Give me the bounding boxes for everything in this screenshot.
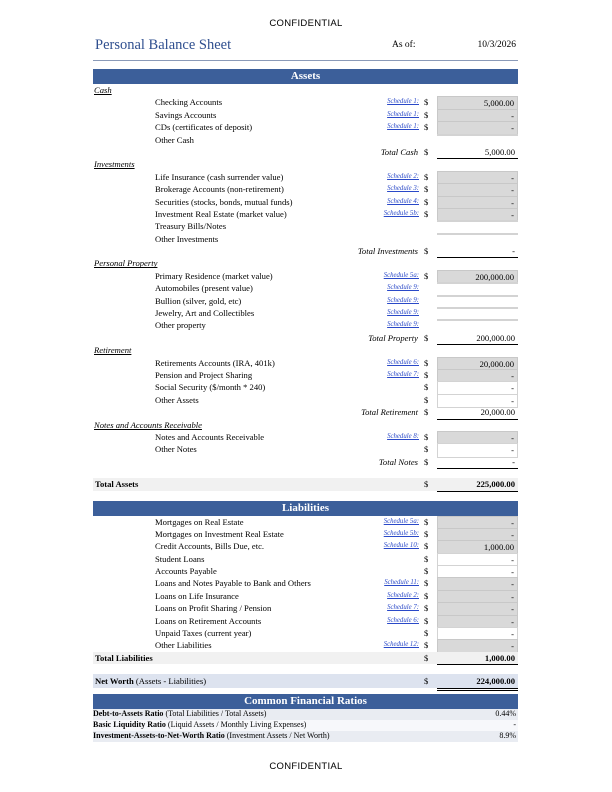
amount-field[interactable]: -: [437, 183, 518, 197]
asset-row-retirements-accounts-ira-401k: [93, 357, 518, 369]
category-label: Notes and Accounts Receivable: [94, 419, 202, 430]
assets-heading: Assets: [93, 69, 518, 84]
asset-row-life-insurance-cash-surrender-value: [93, 171, 518, 183]
schedule-link[interactable]: Schedule 12:: [383, 641, 419, 649]
asset-row-cds-certificates-of-deposit: [93, 121, 518, 133]
line-item-label: Mortgages on Investment Real Estate: [155, 528, 284, 539]
asset-row-treasury-bills-notes: [93, 220, 518, 232]
liability-row-other-liabilities: [93, 639, 518, 651]
schedule-link[interactable]: Schedule 9:: [387, 296, 419, 304]
schedule-link[interactable]: Schedule 9:: [387, 321, 419, 329]
subtotal-value: 20,000.00: [437, 406, 518, 419]
line-item-label: Accounts Payable: [155, 566, 217, 577]
liability-row-accounts-payable: [93, 565, 518, 577]
ratio-value: 0.44%: [495, 709, 516, 719]
line-item-label: Loans on Retirement Accounts: [155, 615, 262, 626]
total-assets-value: 225,000.00: [437, 478, 518, 491]
subtotal-value: 200,000.00: [437, 332, 518, 345]
currency-symbol: $: [424, 566, 429, 577]
confidential-footer: CONFIDENTIAL: [269, 761, 343, 772]
line-item-label: Jewelry, Art and Collectibles: [155, 308, 255, 319]
amount-field[interactable]: -: [437, 516, 518, 530]
category-retirement: [93, 344, 518, 356]
amount-field[interactable]: [437, 319, 518, 321]
asset-row-jewelry-art-and-collectibles: [93, 307, 518, 319]
subtotal-personal-property: [93, 332, 518, 344]
currency-symbol: $: [424, 184, 429, 195]
liability-row-loans-and-notes-payable-to-bank-and-others: [93, 577, 518, 589]
currency-symbol: $: [424, 431, 429, 442]
currency-symbol: $: [424, 208, 429, 219]
line-item-label: Bullion (silver, gold, etc): [155, 295, 242, 306]
line-item-label: Pension and Project Sharing: [155, 369, 253, 380]
subtotal-retirement: [93, 406, 518, 418]
ratio-name: Investment-Assets-to-Net-Worth Ratio: [93, 730, 225, 740]
subtotal-label: Total Property: [368, 332, 418, 343]
liability-row-student-loans: [93, 553, 518, 565]
liability-row-credit-accounts-bills-due-etc: [93, 540, 518, 552]
schedule-link[interactable]: Schedule 8:: [387, 432, 419, 440]
subtotal-cash: [93, 146, 518, 158]
line-item-label: Notes and Accounts Receivable: [155, 431, 265, 442]
line-item-label: Checking Accounts: [155, 97, 223, 108]
liability-row-loans-on-life-insurance: [93, 590, 518, 602]
ratio-formula: (Investment Assets / Net Worth): [226, 730, 330, 740]
asset-row-investment-real-estate-market-value: [93, 208, 518, 220]
line-item-label: Treasury Bills/Notes: [155, 221, 227, 232]
ratio-value: -: [513, 719, 516, 729]
liability-row-mortgages-on-real-estate: [93, 516, 518, 528]
amount-field[interactable]: -: [437, 208, 518, 222]
currency-symbol: $: [424, 516, 429, 527]
line-item-label: Brokerage Accounts (non-retirement): [155, 184, 284, 195]
amount-field[interactable]: -: [437, 528, 518, 542]
total-liabilities-label: Total Liabilities: [95, 652, 153, 663]
schedule-link[interactable]: Schedule 9:: [387, 284, 419, 292]
currency-symbol: $: [424, 628, 429, 639]
currency-symbol: $: [424, 652, 429, 663]
net-worth-label-group: [95, 674, 206, 688]
line-item-label: Other property: [155, 320, 206, 331]
amount-field[interactable]: -: [437, 615, 518, 629]
asset-row-other-assets: [93, 394, 518, 406]
line-item-label: Retirements Accounts (IRA, 401k): [155, 357, 275, 368]
schedule-link[interactable]: Schedule 5b:: [383, 209, 419, 217]
amount-field[interactable]: 5,000.00: [437, 96, 518, 110]
subtotal-notes-and-accounts-receivable: [93, 456, 518, 468]
liability-row-mortgages-on-investment-real-estate: [93, 528, 518, 540]
schedule-link[interactable]: Schedule 1:: [387, 98, 419, 106]
ratio-row-basic-liquidity-ratio: [93, 720, 518, 731]
line-item-label: Other Assets: [155, 394, 199, 405]
asset-row-other-notes: [93, 443, 518, 455]
net-worth-row: [93, 674, 518, 688]
amount-field[interactable]: -: [437, 565, 518, 579]
asset-row-securities-stocks-bonds-mutual-funds: [93, 196, 518, 208]
category-label: Retirement: [94, 345, 132, 356]
net-worth-value: 224,000.00: [437, 674, 518, 691]
category-label: Personal Property: [94, 258, 158, 269]
category-label: Cash: [94, 85, 112, 95]
total-assets-label: Total Assets: [95, 479, 139, 490]
amount-field[interactable]: [437, 134, 518, 136]
currency-symbol: $: [424, 603, 429, 614]
currency-symbol: $: [424, 444, 429, 455]
liabilities-heading: Liabilities: [93, 501, 518, 516]
schedule-link[interactable]: Schedule 10:: [383, 542, 419, 550]
ratio-name: Debt-to-Assets Ratio: [93, 709, 164, 719]
amount-field[interactable]: [437, 307, 518, 309]
amount-field[interactable]: -: [437, 431, 518, 445]
category-personal-property: [93, 257, 518, 269]
amount-field[interactable]: -: [437, 627, 518, 641]
amount-field[interactable]: -: [437, 602, 518, 616]
currency-symbol: $: [424, 270, 429, 281]
total-liabilities-row: [93, 652, 518, 664]
currency-symbol: $: [424, 578, 429, 589]
amount-field[interactable]: -: [437, 381, 518, 395]
asset-row-automobiles-present-value: [93, 282, 518, 294]
schedule-link[interactable]: Schedule 3:: [387, 185, 419, 193]
liability-row-loans-on-profit-sharing-pension: [93, 602, 518, 614]
amount-field[interactable]: -: [437, 196, 518, 210]
currency-symbol: $: [424, 676, 429, 687]
page-title: Personal Balance Sheet: [95, 37, 232, 53]
category-cash: [93, 84, 518, 96]
schedule-link[interactable]: Schedule 6:: [387, 358, 419, 366]
line-item-label: Primary Residence (market value): [155, 270, 273, 281]
ratio-formula: (Total Liabilities / Total Assets): [165, 709, 267, 719]
amount-field[interactable]: -: [437, 171, 518, 185]
as-of-date[interactable]: 10/3/2026: [477, 40, 516, 50]
schedule-link[interactable]: Schedule 2:: [387, 591, 419, 599]
schedule-link[interactable]: Schedule 5a:: [383, 517, 419, 525]
schedule-link[interactable]: Schedule 7:: [387, 604, 419, 612]
subtotal-label: Total Notes: [378, 456, 418, 467]
currency-symbol: $: [424, 615, 429, 626]
asset-row-other-investments: [93, 233, 518, 245]
line-item-label: Other Investments: [155, 233, 219, 244]
subtotal-value: -: [437, 245, 518, 258]
asset-row-notes-and-accounts-receivable: [93, 431, 518, 443]
schedule-link[interactable]: Schedule 5a:: [383, 271, 419, 279]
ratio-row-investment-assets-to-net-worth-ratio: [93, 731, 518, 742]
line-item-label: Other Cash: [155, 134, 194, 145]
currency-symbol: $: [424, 479, 429, 490]
subtotal-label: Total Cash: [380, 146, 418, 157]
asset-row-other-cash: [93, 134, 518, 146]
schedule-link[interactable]: Schedule 4:: [387, 197, 419, 205]
line-item-label: Automobiles (present value): [155, 283, 253, 294]
line-item-label: Investment Real Estate (market value): [155, 208, 287, 219]
asset-row-pension-and-project-sharing: [93, 369, 518, 381]
subtotal-label: Total Investments: [357, 246, 418, 257]
schedule-link[interactable]: Schedule 7:: [387, 370, 419, 378]
confidential-header: CONFIDENTIAL: [269, 18, 343, 29]
schedule-link[interactable]: Schedule 5b:: [383, 529, 419, 537]
schedule-link[interactable]: Schedule 2:: [387, 172, 419, 180]
asset-row-checking-accounts: [93, 96, 518, 108]
category-notes-and-accounts-receivable: [93, 419, 518, 431]
currency-symbol: $: [424, 97, 429, 108]
line-item-label: Loans and Notes Payable to Bank and Others: [155, 578, 311, 589]
ratio-formula: (Liquid Assets / Monthly Living Expenses): [167, 719, 307, 729]
amount-field[interactable]: [437, 282, 518, 284]
currency-symbol: $: [424, 394, 429, 405]
subtotal-value: -: [437, 456, 518, 469]
amount-field[interactable]: -: [437, 121, 518, 135]
category-investments: [93, 158, 518, 170]
amount-field[interactable]: -: [437, 394, 518, 408]
currency-symbol: $: [424, 590, 429, 601]
currency-symbol: $: [424, 369, 429, 380]
currency-symbol: $: [424, 640, 429, 651]
asset-row-savings-accounts: [93, 109, 518, 121]
currency-symbol: $: [424, 553, 429, 564]
amount-field[interactable]: 200,000.00: [437, 270, 518, 284]
currency-symbol: $: [424, 171, 429, 182]
schedule-link[interactable]: Schedule 1:: [387, 110, 419, 118]
balance-sheet: [93, 69, 518, 742]
amount-field[interactable]: [437, 295, 518, 297]
currency-symbol: $: [424, 122, 429, 133]
amount-field[interactable]: [437, 233, 518, 235]
amount-field[interactable]: -: [437, 109, 518, 123]
amount-field[interactable]: -: [437, 553, 518, 567]
currency-symbol: $: [424, 246, 429, 257]
amount-field[interactable]: 1,000.00: [437, 540, 518, 554]
line-item-label: Life Insurance (cash surrender value): [155, 171, 284, 182]
ratios-heading: Common Financial Ratios: [93, 694, 518, 709]
amount-field[interactable]: -: [437, 639, 518, 653]
schedule-link[interactable]: Schedule 11:: [384, 579, 419, 587]
schedule-link[interactable]: Schedule 9:: [387, 309, 419, 317]
currency-symbol: $: [424, 528, 429, 539]
ratio-row-debt-to-assets-ratio: [93, 709, 518, 720]
total-assets-row: [93, 478, 518, 490]
line-item-label: Loans on Life Insurance: [155, 590, 239, 601]
title-divider: [93, 60, 518, 61]
currency-symbol: $: [424, 196, 429, 207]
currency-symbol: $: [424, 109, 429, 120]
amount-field[interactable]: -: [437, 590, 518, 604]
as-of-label: As of:: [392, 40, 416, 50]
line-item-label: Other Notes: [155, 444, 197, 455]
line-item-label: Savings Accounts: [155, 109, 217, 120]
asset-row-primary-residence-market-value: [93, 270, 518, 282]
total-liabilities-value: 1,000.00: [437, 652, 518, 665]
line-item-label: CDs (certificates of deposit): [155, 122, 253, 133]
net-worth-label: Net Worth: [95, 676, 134, 687]
category-label: Investments: [94, 159, 135, 170]
schedule-link[interactable]: Schedule 1:: [387, 123, 419, 131]
line-item-label: Loans on Profit Sharing / Pension: [155, 603, 272, 614]
amount-field[interactable]: -: [437, 369, 518, 383]
currency-symbol: $: [424, 382, 429, 393]
subtotal-investments: [93, 245, 518, 257]
amount-field[interactable]: [437, 220, 518, 222]
line-item-label: Mortgages on Real Estate: [155, 516, 244, 527]
currency-symbol: $: [424, 407, 429, 418]
line-item-label: Unpaid Taxes (current year): [155, 628, 252, 639]
currency-symbol: $: [424, 456, 429, 467]
asset-row-other-property: [93, 319, 518, 331]
net-worth-formula: (Assets - Liabilities): [135, 676, 207, 687]
line-item-label: Student Loans: [155, 553, 205, 564]
line-item-label: Other Liabilities: [155, 640, 212, 651]
amount-field[interactable]: 20,000.00: [437, 357, 518, 371]
currency-symbol: $: [424, 332, 429, 343]
amount-field[interactable]: -: [437, 443, 518, 457]
asset-row-bullion-silver-gold-etc: [93, 295, 518, 307]
ratio-value: 8.9%: [499, 730, 516, 740]
currency-symbol: $: [424, 146, 429, 157]
subtotal-label: Total Retirement: [361, 407, 418, 418]
schedule-link[interactable]: Schedule 6:: [387, 616, 419, 624]
currency-symbol: $: [424, 541, 429, 552]
line-item-label: Securities (stocks, bonds, mutual funds): [155, 196, 293, 207]
subtotal-value: 5,000.00: [437, 146, 518, 159]
asset-row-social-security-month-240: [93, 381, 518, 393]
currency-symbol: $: [424, 357, 429, 368]
liability-row-loans-on-retirement-accounts: [93, 615, 518, 627]
amount-field[interactable]: -: [437, 577, 518, 591]
line-item-label: Social Security ($/month * 240): [155, 382, 266, 393]
asset-row-brokerage-accounts-non-retirement: [93, 183, 518, 195]
ratio-name: Basic Liquidity Ratio: [93, 719, 166, 729]
line-item-label: Credit Accounts, Bills Due, etc.: [155, 541, 265, 552]
liability-row-unpaid-taxes-current-year: [93, 627, 518, 639]
